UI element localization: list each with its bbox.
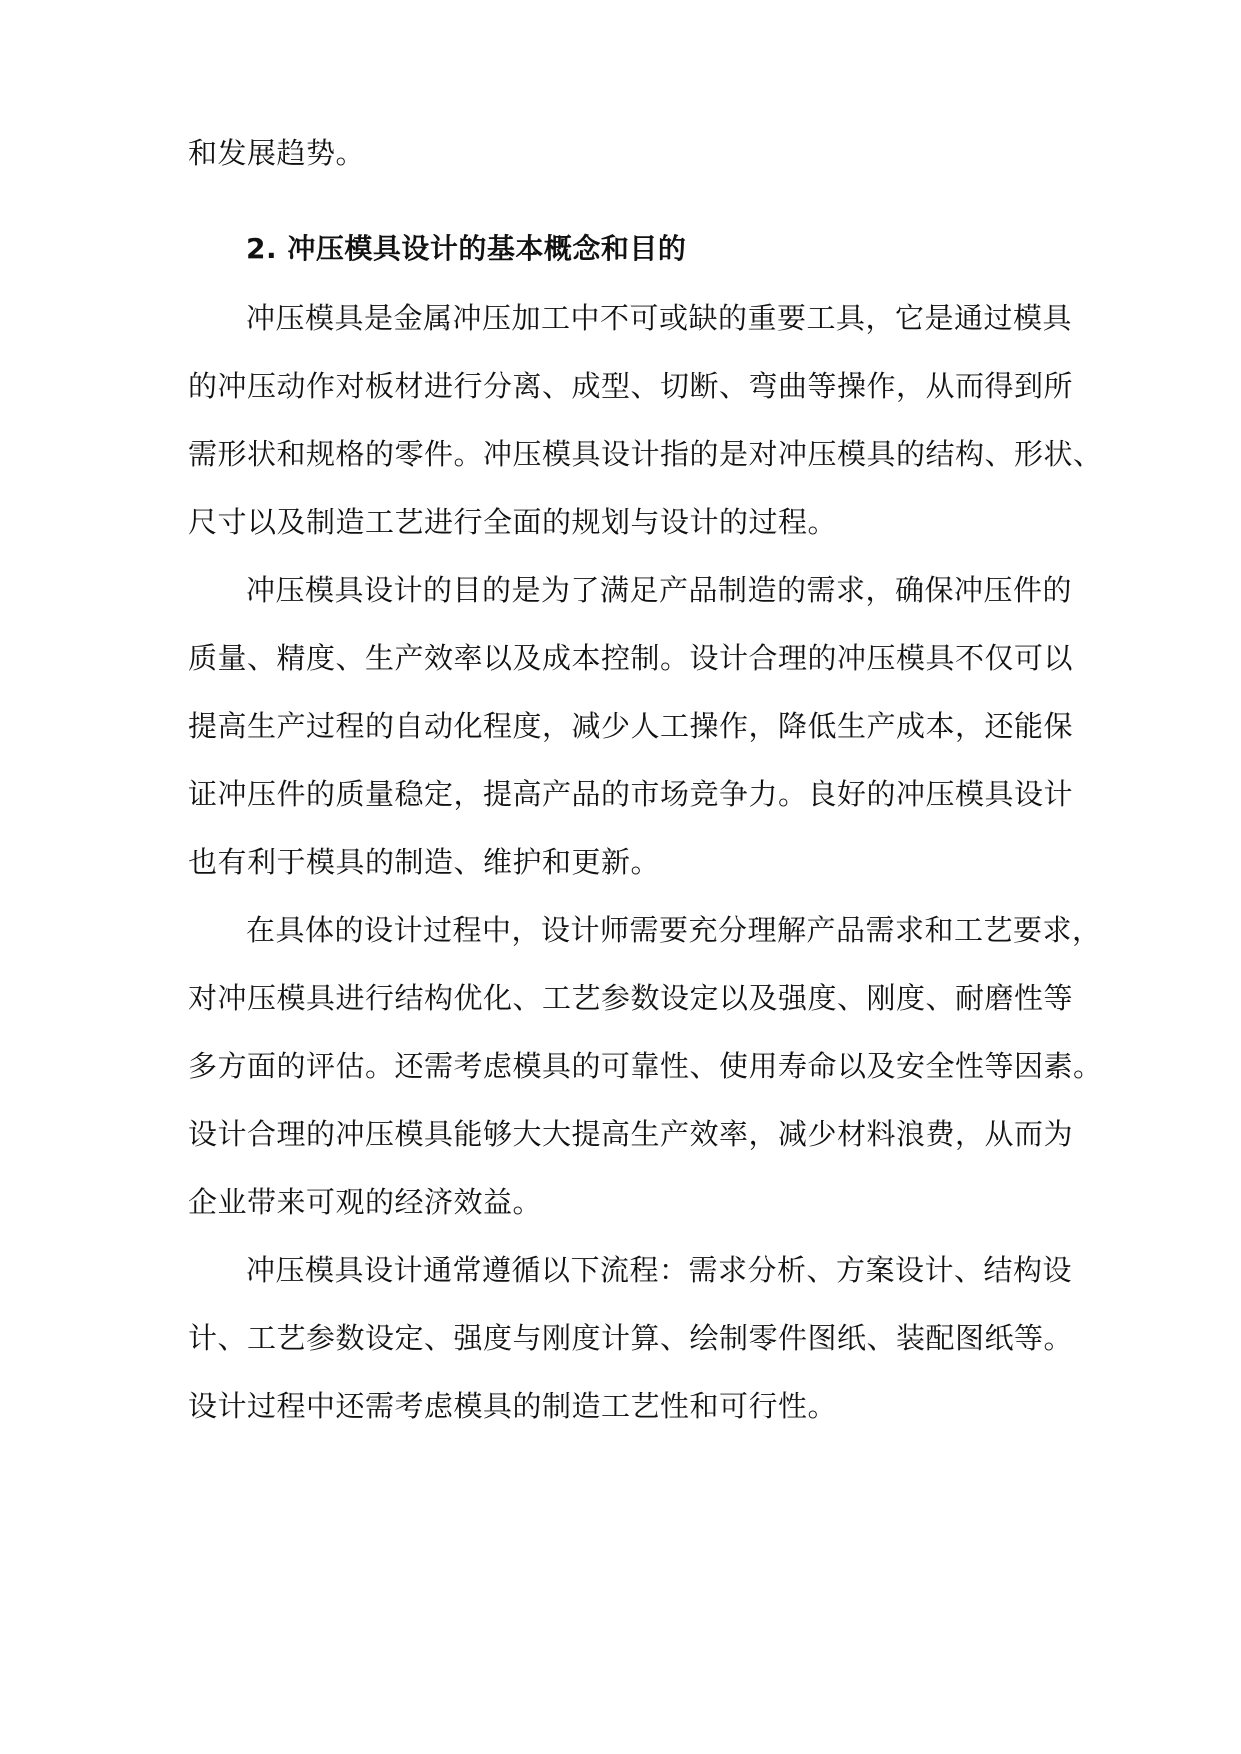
text-line: 对冲压模具进行结构优化、工艺参数设定以及强度、刚度、耐磨性等	[188, 981, 1074, 1015]
text-line: 和发展趋势。	[188, 136, 366, 170]
text-line: 多方面的评估。还需考虑模具的可靠性、使用寿命以及安全性等因素。	[188, 1049, 1103, 1083]
text-line: 设计合理的冲压模具能够大大提高生产效率，减少材料浪费，从而为	[188, 1117, 1074, 1151]
text-line: 的冲压动作对板材进行分离、成型、切断、弯曲等操作，从而得到所	[188, 369, 1074, 403]
text-line: 冲压模具设计通常遵循以下流程：需求分析、方案设计、结构设	[246, 1253, 1073, 1287]
text-line: 在具体的设计过程中，设计师需要充分理解产品需求和工艺要求，	[246, 913, 1102, 947]
section-heading: 2. 冲压模具设计的基本概念和目的	[246, 232, 687, 265]
text-line: 设计过程中还需考虑模具的制造工艺性和可行性。	[188, 1389, 838, 1423]
text-line: 质量、精度、生产效率以及成本控制。设计合理的冲压模具不仅可以	[188, 641, 1074, 675]
text-line: 冲压模具是金属冲压加工中不可或缺的重要工具，它是通过模具	[246, 301, 1073, 335]
text-line: 计、工艺参数设定、强度与刚度计算、绘制零件图纸、装配图纸等。	[188, 1321, 1074, 1355]
text-line: 也有利于模具的制造、维护和更新。	[188, 845, 661, 879]
text-line: 尺寸以及制造工艺进行全面的规划与设计的过程。	[188, 505, 838, 539]
text-line: 证冲压件的质量稳定，提高产品的市场竞争力。良好的冲压模具设计	[188, 777, 1074, 811]
text-line: 需形状和规格的零件。冲压模具设计指的是对冲压模具的结构、形状、	[188, 437, 1103, 471]
text-line: 企业带来可观的经济效益。	[188, 1185, 543, 1219]
text-line: 提高生产过程的自动化程度，减少人工操作，降低生产成本，还能保	[188, 709, 1074, 743]
text-line: 冲压模具设计的目的是为了满足产品制造的需求，确保冲压件的	[246, 573, 1073, 607]
